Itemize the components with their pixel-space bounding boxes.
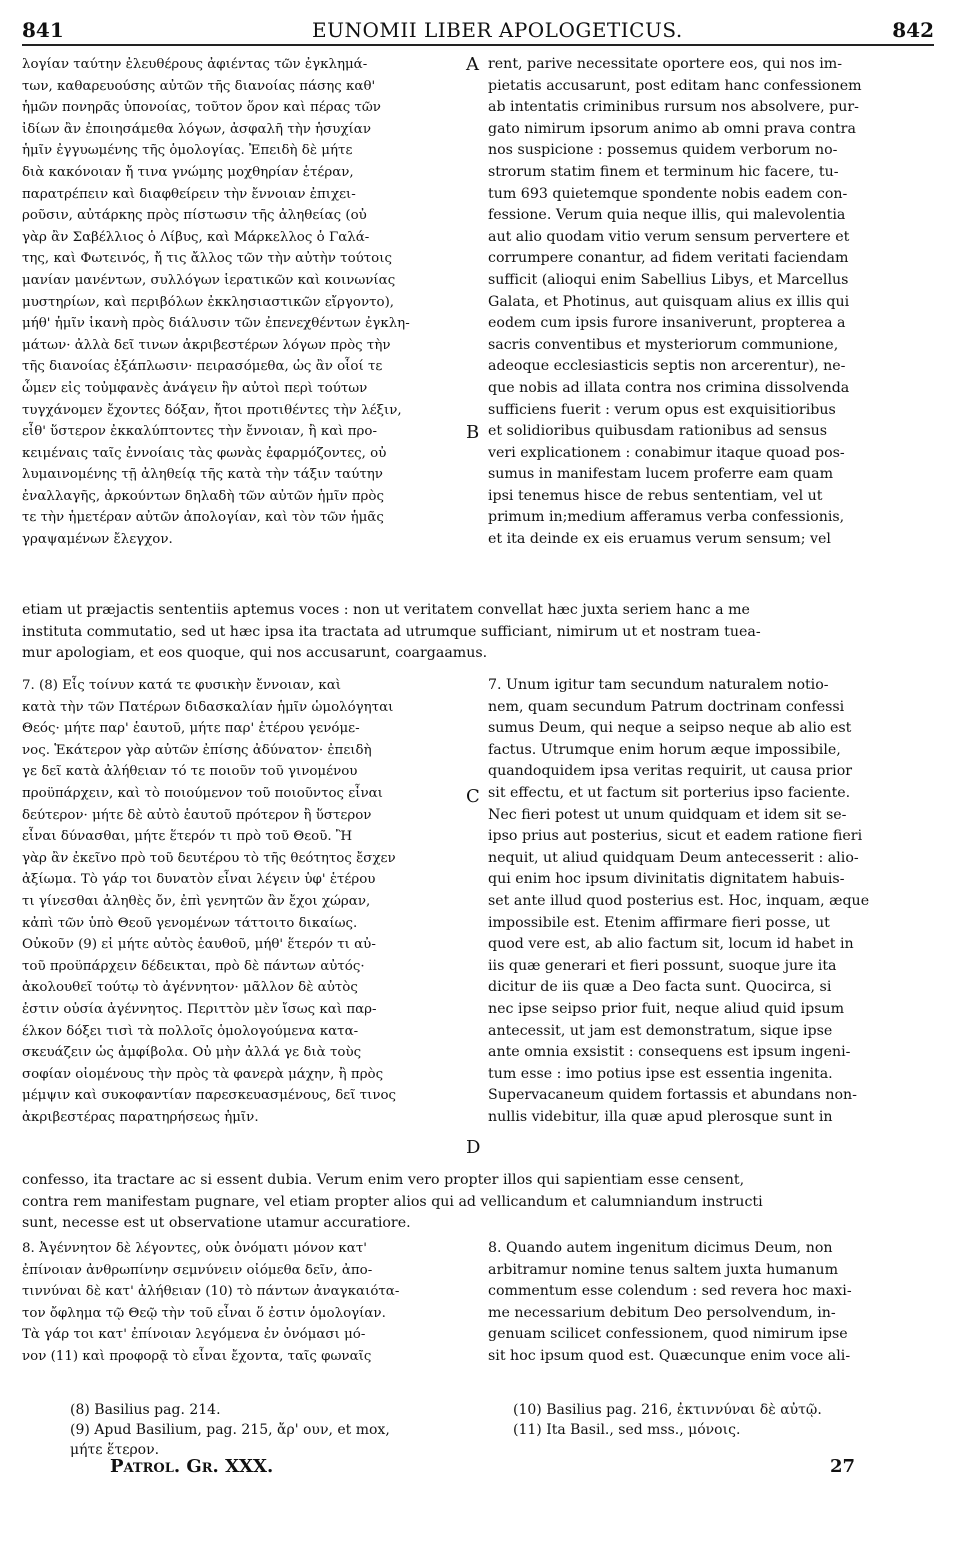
footnotes-right: (10) Basilius pag. 216, ἐκτιννύναι δὲ αὐτῷ. (11) Ita Basil., sed mss., μόνοις. <box>513 1402 822 1438</box>
running-header <box>22 14 934 46</box>
margin-marker-d: D <box>466 1137 481 1158</box>
page-number-left: 841 <box>22 18 64 42</box>
footer-source: Patrol. Gr. XXX. <box>110 1456 274 1477</box>
latin-column-section-1: rent, parive necessitate oportere eos, qui nos im- pietatis accusarunt, post editam hanc confessionem ab intentatis criminibus rursum nos absolvere, pur- gato nimirum ipsorum animo ab omni prava contra nos suspicione : possemus quidem verborum no- strorum statim finem et terminum hic facere, tu- tum 693 quietemque spondente nobis eadem con- fessione. Verum quia neque illis, qui malevolentia aut alio quodam vitio verum sensum pervertere et corrumpere conantur, ad fidem veritati faciendam sufficit (alioqui enim Sabellius Libys, et Marcellus Galata, et Photinus, aut quisquam alius ex illis qui eodem cum ipsis furore insaniverunt, propterea a sacris conventibus et mysteriorum communione, adeoque ecclesiasticis septis non arcerentur), ne- que nobis ad illata contra nos crimina dissolvenda sufficiens fuerit : verum opus est exquisitioribus et solidioribus quibusdam rationibus ad sensus veri explicationem : conabimur itaque quoad pos- sumus in manifestam lucem proferre eam quam ipsi tenemus hisce de rebus sententiam, vel ut primum in;medium afferamus verba confessionis, et ita deinde ex eis eruamus verum sensum; vel <box>488 56 862 548</box>
latin-continuation-2: confesso, ita tractare ac si essent dubia. Verum enim vero propter illos qui sapientiam esse censent, contra rem manifestam pugnare, vel etiam propter alios qui ad vellicandum et calumniandum instructi sunt, necesse est ut observatione utamur accuratiore. <box>22 1172 763 1232</box>
latin-column-section-2: 7. Unum igitur tam secundum naturalem notio- nem, quam secundum Patrum doctrinam confessi sumus Deum, qui neque a seipso neque ab alio est factus. Utrumque enim horum æque impossibile, quandoquidem ipsa veritas requirit, ut causa prior sit effectu, et ut factum sit porterius ipso faciente. Nec fieri potest ut unum quidquam et idem sit se- ipso prius aut posterius, sicut et eadem ratione fieri nequit, ut aliud quidquam Deum antecesserit : alio- qui enim hoc ipsum divinitatis dignitatem habuis- set ante illud quod posterius est. Hoc, inquam, æque impossibile est. Etenim affirmare fieri posse, ut quod vere est, ab alio factum sit, locum id habet in iis quæ generari et fieri possunt, suoque jure ita dicitur de iis quæ a Deo facta sunt. Quocirca, si nec ipse seipso prior fuit, neque aliud quid ipsum antecessit, ut jam est demonstratum, sique ipse ante omnia exsistit : consequens est ipsum ingeni- tum esse : imo potius ipse est essentia ingenita. Supervacaneum quidem fortassis et abundans non- nullis videbitur, illa quæ apud plerosque sunt in <box>488 677 870 1125</box>
greek-column-section-3: 8. Ἀγέννητον δὲ λέγοντες, οὐκ ὀνόματι μόνον κατ' ἐπίνοιαν ἀνθρωπίνην σεμνύνειν οἰόμεθα δεῖν, ἀπο- τιννύναι δὲ κατ' ἀλήθειαν (10) τὸ πάντων ἀναγκαιότα- τον ὄφλημα τῷ Θεῷ τὴν τοῦ εἶναι ὅ ἐστιν ὁμολογίαν. Τὰ γάρ τοι κατ' ἐπίνοιαν λεγόμενα ἐν ὀνόμασι μό- νον (11) καὶ προφορᾷ τὸ εἶναι ἔχοντα, ταῖς φωναῖς <box>22 1241 400 1364</box>
margin-marker-b: B <box>466 422 480 443</box>
margin-marker-c: C <box>466 786 480 807</box>
footnotes-left: (8) Basilius pag. 214. (9) Apud Basilium, pag. 215, ἄρ' ουν, et mox, μήτε ἕτερον. <box>70 1402 390 1458</box>
latin-column-section-3: 8. Quando autem ingenitum dicimus Deum, non arbitramur nomine tenus saltem juxta humanum commentum esse colendum : sed revera hoc maxi- me necessarium debitum Deo persolvendum, in- genuam scilicet confessionem, quod nimirum ipse sit hoc ipsum quod est. Quæcunque enim voce ali- <box>488 1240 852 1364</box>
page-number-right: 842 <box>892 18 934 42</box>
running-title: EUNOMII LIBER APOLOGETICUS. <box>312 18 683 42</box>
greek-column-section-1: λογίαν ταύτην ἐλευθέρους ἀφιέντας τῶν ἐγκλημά- των, καθαρευούσης αὐτῶν τῆς διανοίας πάσης καθ' ἡμῶν πονηρᾶς ὑπονοίας, τοῦτον ὅρον καὶ πέρας τῶν ἰδίων ἂν ἐποιησάμεθα λόγων, ἀσφαλῆ τὴν ἡσυχίαν ἡμῖν ἐγγυωμένης τῆς ὁμολογίας. Ἐπειδὴ δὲ μήτε διὰ κακόνοιαν ἤ τινα γνώμης μοχθηρίαν ἑτέραν, παρατρέπειν καὶ διαφθείρειν τὴν ἔννοιαν ἐπιχει- ροῦσιν, αὐτάρκης πρὸς πίστωσιν τῆς ἀληθείας (οὐ γὰρ ἂν Σαβέλλιος ὁ Λίβυς, καὶ Μάρκελλος ὁ Γαλά- της, καὶ Φωτεινός, ἤ τις ἄλλος τῶν τὴν αὐτὴν τούτοις μανίαν μανέντων, συλλόγων ἱερατικῶν καὶ κοινωνίας μυστηρίων, καὶ περιβόλων ἐκκλησιαστικῶν εἴργοντο), μήθ' ἡμῖν ἱκανὴ πρὸς διάλυσιν τῶν ἐπενεχθέντων ἐγκλη- μάτων· ἀλλὰ δεῖ τινων ἀκριβεστέρων λόγων πρὸς τὴν τῆς διανοίας ἐξάπλωσιν· πειρασόμεθα, ὡς ἂν οἷοί τε ὦμεν εἰς τοὐμφανὲς ἀνάγειν ἣν αὐτοὶ περὶ τούτων τυγχάνομεν ἔχοντες δόξαν, ἤτοι προτιθέντες τὴν λέξιν, εἶθ' ὕστερον ἐκκαλύπτοντες τὴν ἔννοιαν, ἢ καὶ προ- κειμέναις ταῖς ἐννοίαις τὰς φωνὰς ἐφαρμόζοντες, οὐ λυμαινομένης τῇ ἀληθείᾳ τῆς κατὰ τὴν τάξιν ταύτην ἐναλλαγῆς, ἀρκούντων δηλαδὴ τῶν αὐτῶν ἡμῖν πρὸς τε τὴν ἡμετέραν αὐτῶν ἀπολογίαν, καὶ τὸν τῶν ἡμᾶς γραψαμένων ἔλεγχον. <box>22 57 410 548</box>
greek-column-section-2: 7. (8) Εἷς τοίνυν κατά τε φυσικὴν ἔννοιαν, καὶ κατὰ τὴν τῶν Πατέρων διδασκαλίαν ἡμῖν ὡμολόγηται Θεός· μήτε παρ' ἑαυτοῦ, μήτε παρ' ἑτέρου γενόμε- νος. Ἑκάτερον γὰρ αὐτῶν ἐπίσης ἀδύνατον· ἐπειδὴ γε δεῖ κατὰ ἀλήθειαν τό τε ποιοῦν τοῦ γινομένου προϋπάρχειν, καὶ τὸ ποιούμενον τοῦ ποιοῦντος εἶναι δεύτερον· μήτε δὲ αὐτὸ ἑαυτοῦ πρότερον ἢ ὕστερον εἶναι δύνασθαι, μήτε ἕτερόν τι πρὸ τοῦ Θεοῦ. Ἢ γὰρ ἂν ἐκεῖνο πρὸ τοῦ δευτέρου τὸ τῆς θεότητος ἔσχεν ἀξίωμα. Τὸ γάρ τοι δυνατὸν εἶναι λέγειν ὑφ' ἑτέρου τι γίνεσθαι ἀληθὲς ὄν, ἐπὶ γενητῶν ἂν ἔχοι χώραν, κἀπὶ τῶν ὑπὸ Θεοῦ γενομένων τάττοιτο δικαίως. Οὐκοῦν (9) εἰ μήτε αὐτὸς ἑαυθοῦ, μήθ' ἕτερόν τι αὐ- τοῦ προϋπάρχειν δέδεικται, πρὸ δὲ πάντων αὐτός· ἀκολουθεῖ τούτῳ τὸ ἀγέννητον· μᾶλλον δὲ αὐτὸς ἐστιν οὐσία ἀγέννητος. Περιττὸν μὲν ἴσως καὶ παρ- έλκον δόξει τισὶ τὰ πολλοῖς ὁμολογούμενα κατα- σκευάζειν ὡς ἀμφίβολα. Οὐ μὴν ἀλλά γε διὰ τοὺς σοφίαν οἰομένους τὴν πρὸς τὰ φανερὰ μάχην, ἢ πρὸς μέμψιν καὶ συκοφαντίαν παρεσκευασμένους, δεῖ τινος ἀκριβεστέρας παρατηρήσεως ἡμῖν. <box>22 678 397 1125</box>
latin-continuation-1: etiam ut præjactis sententiis aptemus voces : non ut veritatem convellat hæc juxta seriem hanc a me instituta commutatio, sed ut hæc ipsa ita tractata ad utrumque sufficiant, nimirum ut et nostram tuea- mur apologiam, et eos quoque, qui nos accusarunt, coargaamus. <box>22 602 761 662</box>
margin-marker-a: A <box>466 54 479 75</box>
footer-signature: 27 <box>830 1456 856 1477</box>
